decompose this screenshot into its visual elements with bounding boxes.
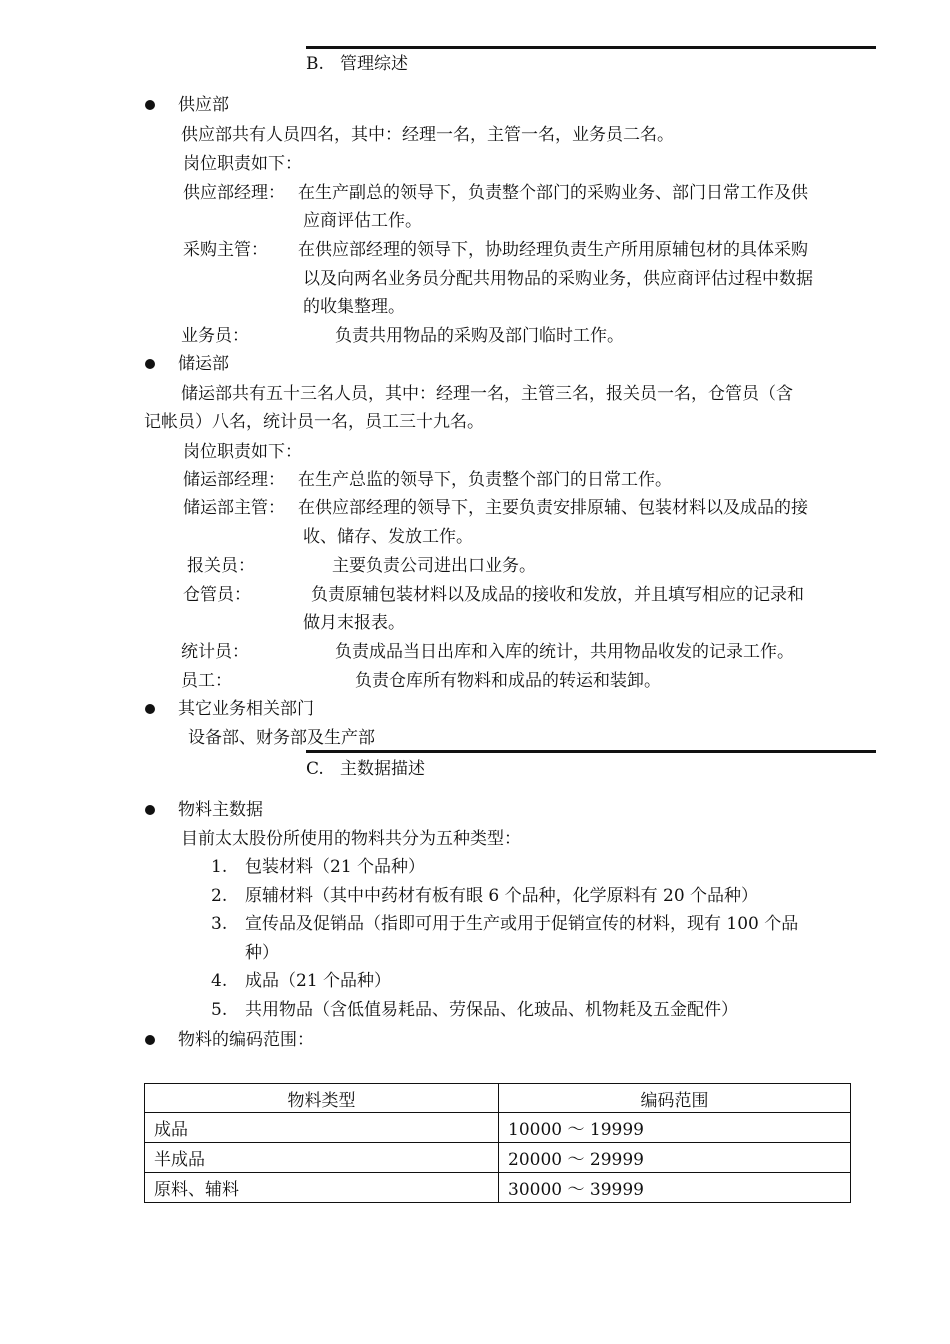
supply-intro: 供应部共有人员四名，其中：经理一名，主管一名，业务员二名。 — [181, 125, 674, 145]
storage-keeper-text-1: 负责原辅包装材料以及成品的接收和发放，并且填写相应的记录和 — [311, 585, 804, 605]
list-item — [211, 999, 738, 1021]
bullet-icon — [145, 704, 155, 714]
table-cell: 20000 ～ 29999 — [499, 1143, 851, 1173]
table-header-cell: 物料类型 — [145, 1084, 499, 1113]
storage-duties-label: 岗位职责如下： — [183, 442, 302, 462]
table-cell: 10000 ～ 19999 — [499, 1113, 851, 1143]
supply-manager-label: 供应部经理： — [183, 183, 285, 203]
storage-customs-label: 报关员： — [187, 556, 255, 576]
coding-range-table — [144, 1083, 851, 1203]
table-row — [145, 1173, 851, 1203]
supply-duties-label: 岗位职责如下： — [183, 154, 302, 174]
bullet-icon — [145, 805, 155, 815]
storage-manager-label: 储运部经理： — [183, 470, 285, 490]
list-item — [211, 970, 391, 992]
bullet-icon — [145, 1035, 155, 1045]
material-intro: 目前太太股份所使用的物料共分为五种类型： — [181, 829, 521, 849]
section-b-top-rule — [306, 46, 876, 49]
table-cell: 30000 ～ 39999 — [499, 1173, 851, 1203]
storage-stat-label: 统计员： — [181, 642, 249, 662]
section-c-letter: C. — [306, 759, 324, 779]
section-b-title: 管理综述 — [340, 54, 408, 74]
list-number: 4. — [211, 971, 228, 991]
bullet-icon — [145, 100, 155, 110]
material-heading: 物料主数据 — [178, 800, 263, 820]
other-text: 设备部、财务部及生产部 — [188, 728, 375, 748]
other-heading: 其它业务相关部门 — [178, 699, 314, 719]
storage-supervisor-text-1: 在供应部经理的领导下，主要负责安排原辅、包装材料以及成品的接 — [298, 498, 808, 518]
storage-heading: 储运部 — [178, 354, 229, 374]
supply-manager-text-2: 应商评估工作。 — [303, 211, 422, 231]
table-cell: 半成品 — [145, 1143, 499, 1173]
list-text: 宣传品及促销品（指即可用于生产或用于促销宣传的材料，现有 100 个品 — [245, 914, 799, 934]
list-number: 1. — [211, 857, 228, 877]
storage-stat-text: 负责成品当日出库和入库的统计，共用物品收发的记录工作。 — [335, 642, 794, 662]
supply-manager-text-1: 在生产副总的领导下，负责整个部门的采购业务、部门日常工作及供 — [298, 183, 808, 203]
section-c-heading — [306, 758, 425, 780]
table-row — [145, 1113, 851, 1143]
supply-supervisor-label: 采购主管： — [183, 240, 268, 260]
section-c-top-rule — [306, 750, 876, 753]
storage-supervisor-label: 储运部主管： — [183, 498, 285, 518]
supply-supervisor-text-1: 在供应部经理的领导下，协助经理负责生产所用原辅包材的具体采购 — [298, 240, 808, 260]
storage-customs-text: 主要负责公司进出口业务。 — [332, 556, 536, 576]
bullet-icon — [145, 359, 155, 369]
list-number: 5. — [211, 1000, 228, 1020]
supply-supervisor-text-2: 以及向两名业务员分配共用物品的采购业务，供应商评估过程中数据 — [303, 269, 813, 289]
list-number: 2. — [211, 886, 228, 906]
list-text: 成品（21 个品种） — [245, 971, 392, 991]
table-header-cell: 编码范围 — [499, 1084, 851, 1113]
list-text: 包装材料（21 个品种） — [245, 857, 426, 877]
storage-intro-2: 记帐员）八名，统计员一名，员工三十九名。 — [144, 412, 484, 432]
storage-supervisor-text-2: 收、储存、发放工作。 — [303, 527, 473, 547]
table-header-row — [145, 1084, 851, 1113]
storage-staff-text: 负责仓库所有物料和成品的转运和装卸。 — [355, 671, 661, 691]
storage-keeper-label: 仓管员： — [183, 585, 251, 605]
storage-intro-1: 储运部共有五十三名人员，其中：经理一名，主管三名，报关员一名，仓管员（含 — [181, 384, 793, 404]
list-item — [211, 856, 425, 878]
supply-clerk-label: 业务员： — [181, 326, 249, 346]
section-b-heading — [306, 53, 408, 75]
list-item — [211, 913, 798, 935]
supply-clerk-text: 负责共用物品的采购及部门临时工作。 — [335, 326, 624, 346]
section-b-letter: B. — [306, 54, 324, 74]
supply-supervisor-text-3: 的收集整理。 — [303, 297, 405, 317]
list-number: 3. — [211, 914, 228, 934]
supply-heading: 供应部 — [178, 95, 229, 115]
storage-manager-text: 在生产总监的领导下，负责整个部门的日常工作。 — [298, 470, 672, 490]
list-item-continuation: 种） — [245, 943, 279, 963]
coding-heading: 物料的编码范围： — [178, 1030, 314, 1050]
table-cell: 成品 — [145, 1113, 499, 1143]
list-text: 原辅材料（其中中药材有板有眼 6 个品种，化学原料有 20 个品种） — [245, 886, 759, 906]
table-row — [145, 1143, 851, 1173]
storage-keeper-text-2: 做月末报表。 — [303, 613, 405, 633]
list-text: 共用物品（含低值易耗品、劳保品、化玻品、机物耗及五金配件） — [245, 1000, 738, 1020]
table-cell: 原料、辅料 — [145, 1173, 499, 1203]
list-item — [211, 885, 758, 907]
section-c-title: 主数据描述 — [340, 759, 425, 779]
storage-staff-label: 员工： — [181, 671, 232, 691]
